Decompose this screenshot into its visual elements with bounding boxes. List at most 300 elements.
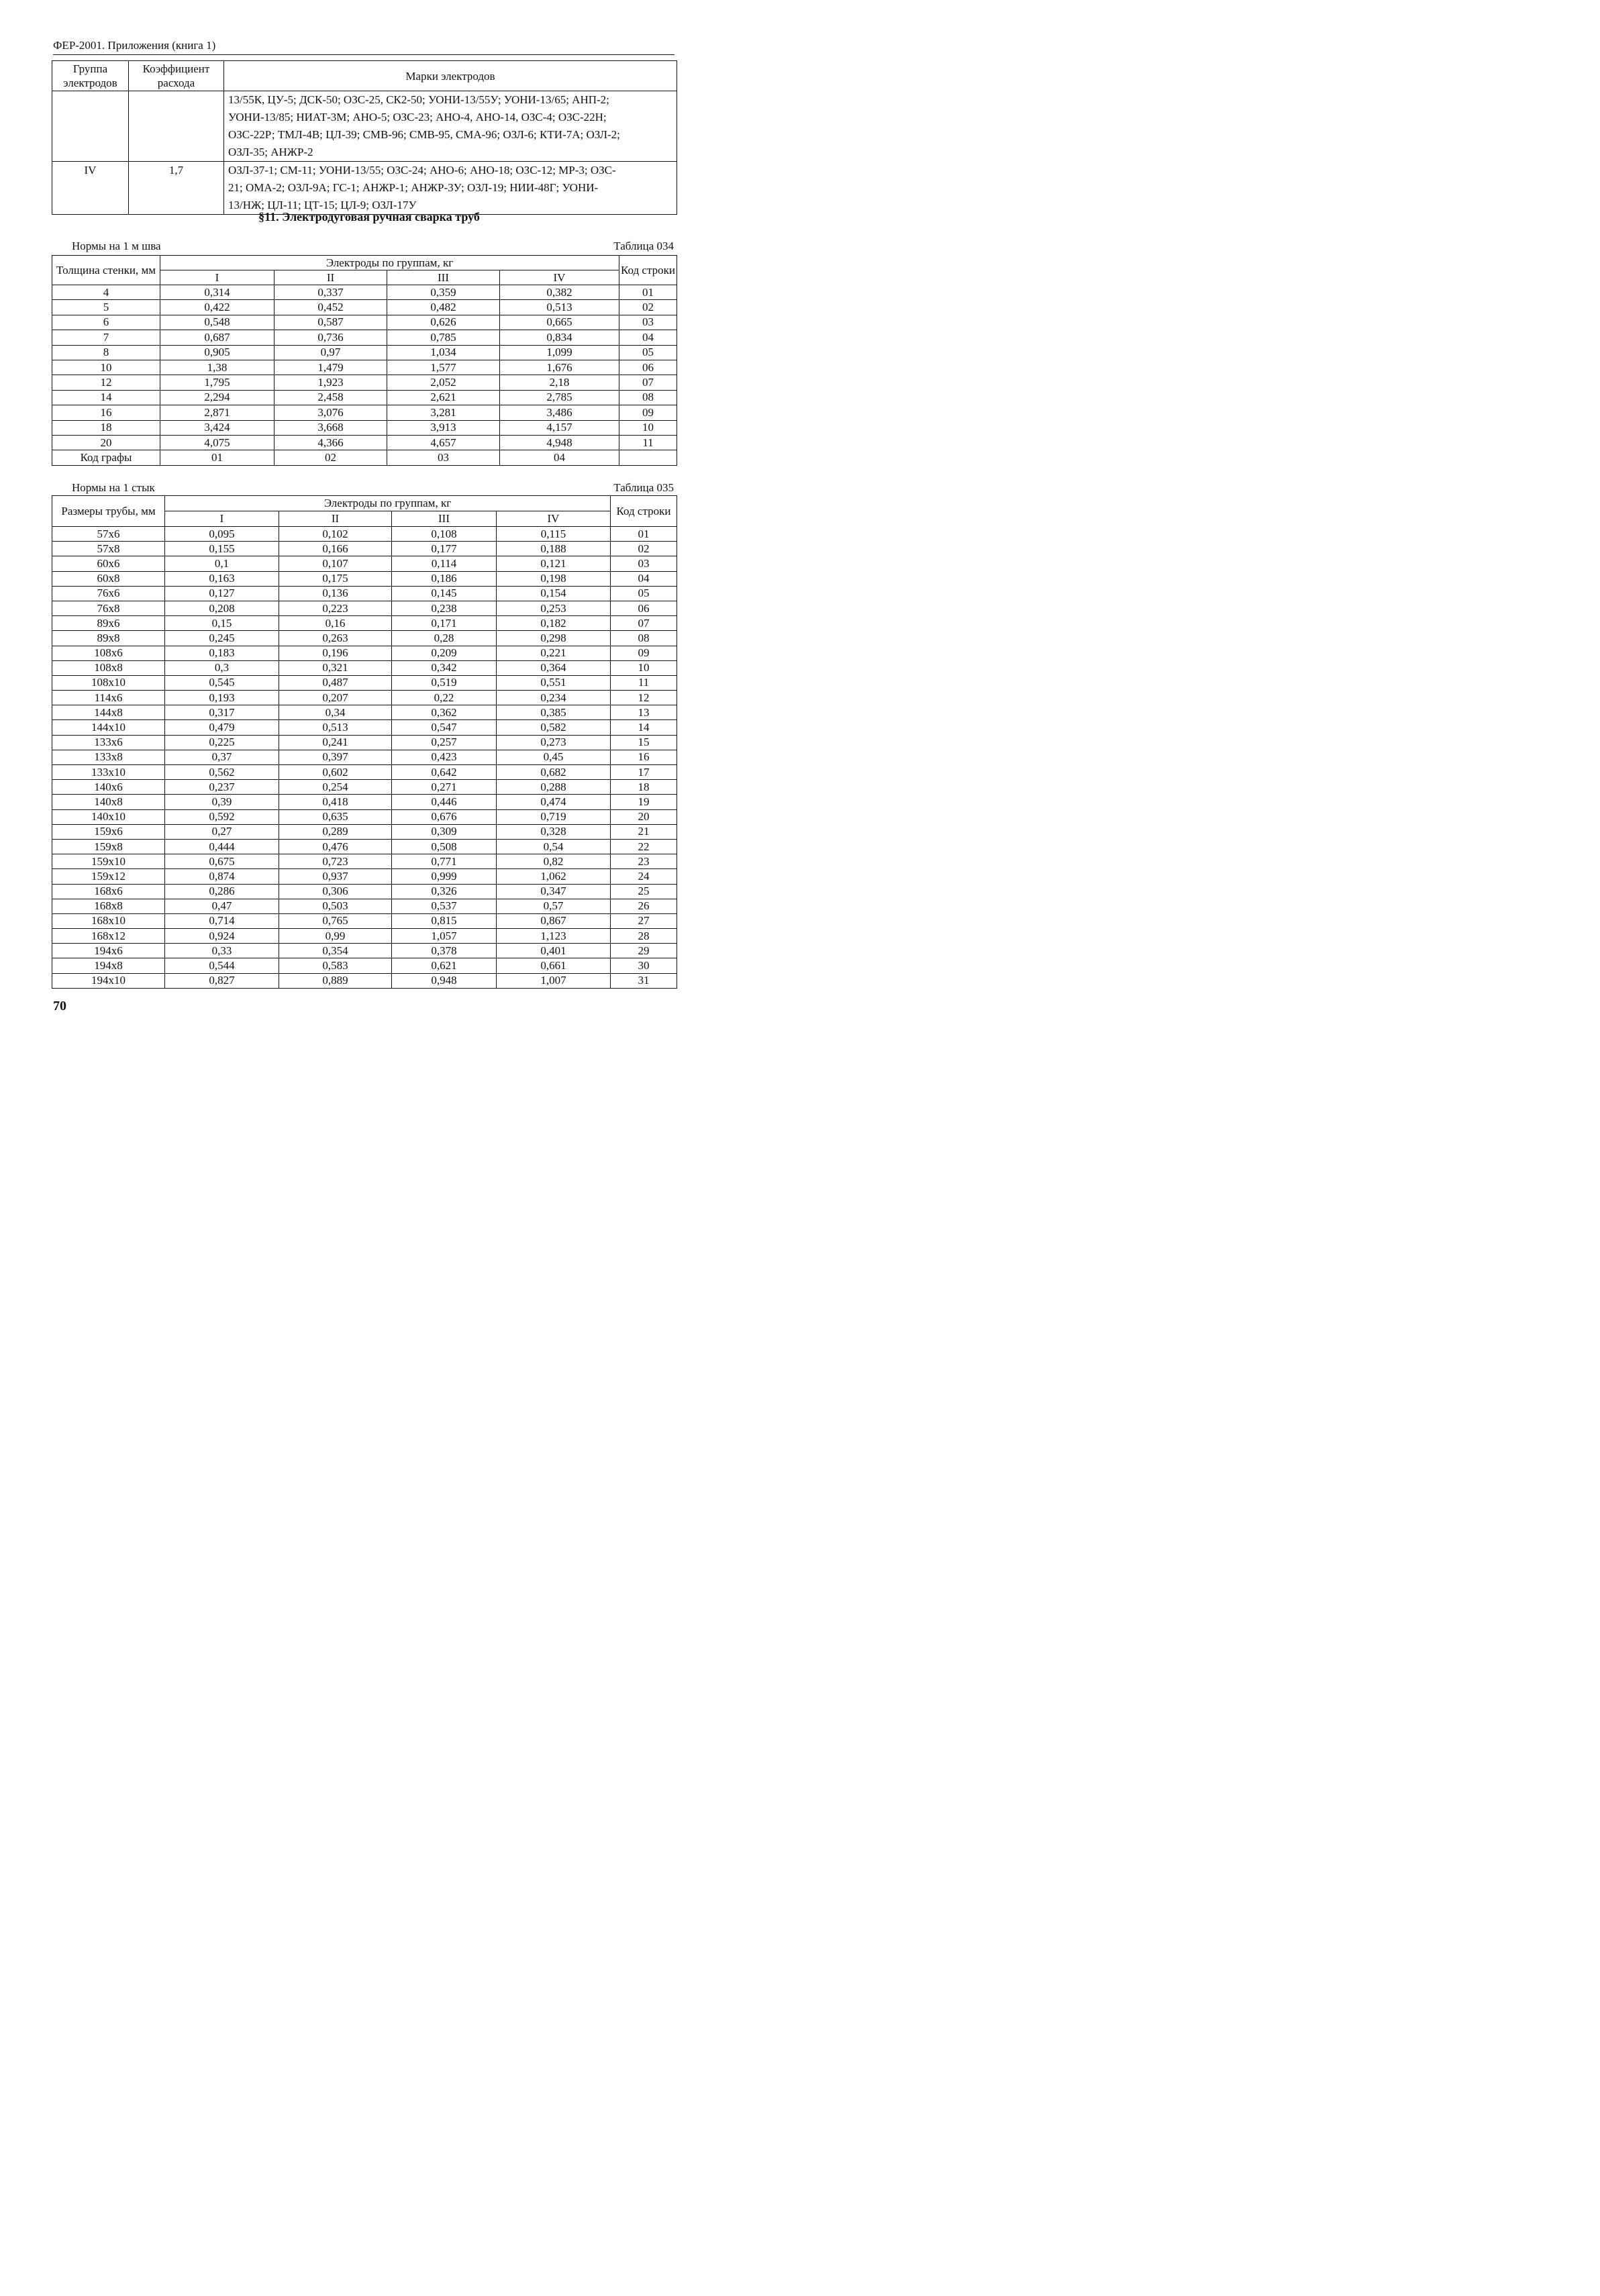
value-cell: 0,723 — [279, 854, 392, 869]
value-cell: 0,771 — [392, 854, 497, 869]
value-cell: 4,075 — [160, 435, 274, 450]
row-label-cell: 114x6 — [52, 691, 165, 705]
value-cell: 0,714 — [165, 913, 279, 928]
value-cell: 0,937 — [279, 869, 392, 884]
value-cell: 0,33 — [165, 944, 279, 958]
value-cell: 0,1 — [165, 556, 279, 571]
row-code-cell: 23 — [611, 854, 677, 869]
column-header-groups: Электроды по группам, кг — [160, 256, 619, 270]
table-row — [52, 435, 677, 450]
value-cell: 1,795 — [160, 375, 274, 390]
table-row — [52, 973, 677, 988]
value-cell: 1,38 — [160, 360, 274, 375]
value-cell: 0,209 — [392, 646, 497, 660]
table-035-body — [52, 527, 677, 989]
row-label-cell: 140x10 — [52, 809, 165, 824]
marks-line: 13/НЖ; ЦЛ-11; ЦТ-15; ЦЛ-9; ОЗЛ-17У — [228, 199, 417, 211]
value-cell: 0,27 — [165, 824, 279, 839]
value-cell: 0,57 — [497, 899, 611, 913]
value-cell: 0,765 — [279, 913, 392, 928]
marks-line: 21; ОМА-2; ОЗЛ-9А; ГС-1; АНЖР-1; АНЖР-3У; ОЗЛ-19; НИИ-48Г; УОНИ- — [228, 181, 599, 194]
value-cell: 0,183 — [165, 646, 279, 660]
value-cell: 0,97 — [274, 345, 387, 360]
value-cell: 0,378 — [392, 944, 497, 958]
coef-cell: 1,7 — [129, 162, 224, 215]
row-label-cell: 140x8 — [52, 795, 165, 809]
value-cell: 1,577 — [387, 360, 500, 375]
value-cell: 0,682 — [497, 765, 611, 780]
value-cell: 0,108 — [392, 527, 497, 542]
row-code-cell: 12 — [611, 691, 677, 705]
value-cell: 1,676 — [500, 360, 619, 375]
row-label-cell: 159x10 — [52, 854, 165, 869]
value-cell: 0,513 — [500, 300, 619, 315]
value-cell: 0,245 — [165, 631, 279, 646]
table-row — [52, 285, 677, 300]
value-cell: 0,583 — [279, 958, 392, 973]
row-label-cell: 18 — [52, 420, 160, 435]
value-cell: 1,099 — [500, 345, 619, 360]
row-code-cell: 11 — [611, 675, 677, 690]
value-cell: 0,423 — [392, 750, 497, 764]
value-cell: 0,382 — [500, 285, 619, 300]
table-034-body — [52, 285, 677, 450]
value-cell: 2,785 — [500, 390, 619, 405]
marks-line: ОЗЛ-37-1; СМ-11; УОНИ-13/55; ОЗС-24; АНО-6; АНО-18; ОЗС-12; МР-3; ОЗС- — [228, 164, 616, 177]
value-cell: 4,157 — [500, 420, 619, 435]
table-row — [52, 405, 677, 420]
value-cell: 0,482 — [387, 300, 500, 315]
row-code-cell: 07 — [611, 616, 677, 631]
value-cell: 0,309 — [392, 824, 497, 839]
column-header-code: Код строки — [619, 256, 677, 285]
value-cell: 0,186 — [392, 571, 497, 586]
row-code-cell: 04 — [611, 571, 677, 586]
value-cell: 0,238 — [392, 601, 497, 615]
value-cell: 0,15 — [165, 616, 279, 631]
row-label-cell: 133x10 — [52, 765, 165, 780]
value-cell: 0,163 — [165, 571, 279, 586]
value-cell: 3,486 — [500, 405, 619, 420]
value-cell: 0,874 — [165, 869, 279, 884]
table-row — [52, 660, 677, 675]
table-row — [52, 315, 677, 330]
value-cell: 0,362 — [392, 705, 497, 720]
value-cell: 4,948 — [500, 435, 619, 450]
value-cell: 0,182 — [497, 616, 611, 631]
value-cell: 2,621 — [387, 390, 500, 405]
value-cell: 0,207 — [279, 691, 392, 705]
table-row — [52, 913, 677, 928]
marks-line: 13/55К, ЦУ-5; ДСК-50; ОЗС-25, СК2-50; УОНИ-13/55У; УОНИ-13/65; АНП-2; — [228, 93, 609, 106]
value-cell: 0,136 — [279, 586, 392, 601]
value-cell: 0,827 — [165, 973, 279, 988]
row-label-cell: 108x8 — [52, 660, 165, 675]
marks-cell — [224, 91, 677, 162]
row-label-cell: 108x6 — [52, 646, 165, 660]
table-row — [52, 765, 677, 780]
row-label-cell: 159x8 — [52, 839, 165, 854]
value-cell: 0,306 — [279, 884, 392, 899]
footer-cell: 04 — [500, 450, 619, 465]
value-cell: 1,057 — [392, 929, 497, 944]
value-cell: 0,519 — [392, 675, 497, 690]
row-code-cell: 30 — [611, 958, 677, 973]
value-cell: 0,263 — [279, 631, 392, 646]
value-cell: 0,347 — [497, 884, 611, 899]
value-cell: 0,364 — [497, 660, 611, 675]
table-row — [52, 300, 677, 315]
value-cell: 0,16 — [279, 616, 392, 631]
row-code-cell: 20 — [611, 809, 677, 824]
value-cell: 0,193 — [165, 691, 279, 705]
table-row — [52, 616, 677, 631]
value-cell: 0,145 — [392, 586, 497, 601]
table-035-caption: Нормы на 1 стык — [72, 481, 155, 494]
value-cell: 0,551 — [497, 675, 611, 690]
footer-cell — [619, 450, 677, 465]
value-cell: 0,924 — [165, 929, 279, 944]
running-header: ФЕР-2001. Приложения (книга 1) — [53, 39, 216, 52]
value-cell: 0,547 — [392, 720, 497, 735]
row-code-cell: 15 — [611, 735, 677, 750]
row-label-cell: 60x8 — [52, 571, 165, 586]
value-cell: 0,544 — [165, 958, 279, 973]
row-code-cell: 21 — [611, 824, 677, 839]
row-label-cell: 108x10 — [52, 675, 165, 690]
value-cell: 0,095 — [165, 527, 279, 542]
value-cell: 0,548 — [160, 315, 274, 330]
table-header-row — [52, 496, 677, 511]
table-row — [52, 735, 677, 750]
table-row — [52, 330, 677, 345]
row-code-cell: 16 — [611, 750, 677, 764]
footer-cell: 03 — [387, 450, 500, 465]
value-cell: 3,281 — [387, 405, 500, 420]
row-code-cell: 06 — [619, 360, 677, 375]
row-code-cell: 27 — [611, 913, 677, 928]
column-header-thickness: Толщина стенки, мм — [52, 256, 160, 285]
value-cell: 0,661 — [497, 958, 611, 973]
table-row — [52, 869, 677, 884]
row-label-cell: 168x6 — [52, 884, 165, 899]
row-label-cell: 6 — [52, 315, 160, 330]
table-header-row — [52, 256, 677, 270]
row-label-cell: 14 — [52, 390, 160, 405]
value-cell: 0,208 — [165, 601, 279, 615]
row-label-cell: 57x6 — [52, 527, 165, 542]
value-cell: 0,166 — [279, 542, 392, 556]
row-code-cell: 09 — [619, 405, 677, 420]
value-cell: 0,418 — [279, 795, 392, 809]
value-cell: 3,668 — [274, 420, 387, 435]
row-code-cell: 10 — [619, 420, 677, 435]
row-code-cell: 22 — [611, 839, 677, 854]
table-row — [52, 750, 677, 764]
value-cell: 0,321 — [279, 660, 392, 675]
column-header-group: Группа электродов — [52, 61, 129, 91]
row-code-cell: 03 — [619, 315, 677, 330]
value-cell: 0,34 — [279, 705, 392, 720]
row-code-cell: 08 — [619, 390, 677, 405]
table-row — [52, 884, 677, 899]
table-row — [52, 542, 677, 556]
row-label-cell: 7 — [52, 330, 160, 345]
value-cell: 0,905 — [160, 345, 274, 360]
value-cell: 0,115 — [497, 527, 611, 542]
value-cell: 0,342 — [392, 660, 497, 675]
table-row — [52, 899, 677, 913]
value-cell: 0,273 — [497, 735, 611, 750]
value-cell: 0,665 — [500, 315, 619, 330]
value-cell: 0,257 — [392, 735, 497, 750]
value-cell: 0,188 — [497, 542, 611, 556]
value-cell: 0,198 — [497, 571, 611, 586]
table-035-number: Таблица 035 — [613, 481, 674, 494]
value-cell: 0,626 — [387, 315, 500, 330]
value-cell: 2,18 — [500, 375, 619, 390]
row-code-cell: 09 — [611, 646, 677, 660]
value-cell: 0,592 — [165, 809, 279, 824]
row-label-cell: 89x8 — [52, 631, 165, 646]
row-code-cell: 28 — [611, 929, 677, 944]
table-row — [52, 795, 677, 809]
table-row — [52, 691, 677, 705]
value-cell: 0,221 — [497, 646, 611, 660]
row-label-cell: 194x8 — [52, 958, 165, 973]
row-code-cell: 29 — [611, 944, 677, 958]
table-row — [52, 390, 677, 405]
table-row — [52, 601, 677, 615]
row-code-cell: 17 — [611, 765, 677, 780]
group-header-iv: IV — [500, 270, 619, 285]
row-label-cell: 144x10 — [52, 720, 165, 735]
row-label-cell: 168x12 — [52, 929, 165, 944]
table-row — [52, 527, 677, 542]
page-number: 70 — [53, 999, 66, 1013]
row-code-cell: 08 — [611, 631, 677, 646]
table-row — [52, 839, 677, 854]
marks-cell — [224, 162, 677, 215]
value-cell: 1,034 — [387, 345, 500, 360]
row-label-cell: 60x6 — [52, 556, 165, 571]
value-cell: 0,314 — [160, 285, 274, 300]
value-cell: 0,127 — [165, 586, 279, 601]
row-label-cell: 12 — [52, 375, 160, 390]
table-035 — [52, 495, 677, 989]
value-cell: 0,47 — [165, 899, 279, 913]
group-header-iv: IV — [497, 511, 611, 527]
value-cell: 0,114 — [392, 556, 497, 571]
group-header-ii: II — [274, 270, 387, 285]
value-cell: 0,545 — [165, 675, 279, 690]
row-label-cell: 57x8 — [52, 542, 165, 556]
value-cell: 0,54 — [497, 839, 611, 854]
value-cell: 0,155 — [165, 542, 279, 556]
row-label-cell: 159x12 — [52, 869, 165, 884]
value-cell: 1,923 — [274, 375, 387, 390]
value-cell: 0,948 — [392, 973, 497, 988]
value-cell: 0,39 — [165, 795, 279, 809]
document-page — [0, 0, 738, 1047]
row-code-cell: 18 — [611, 780, 677, 795]
value-cell: 0,642 — [392, 765, 497, 780]
value-cell: 0,635 — [279, 809, 392, 824]
footer-cell: 01 — [160, 450, 274, 465]
value-cell: 0,676 — [392, 809, 497, 824]
row-label-cell: 140x6 — [52, 780, 165, 795]
value-cell: 2,871 — [160, 405, 274, 420]
value-cell: 0,476 — [279, 839, 392, 854]
value-cell: 0,326 — [392, 884, 497, 899]
header-rule — [53, 54, 674, 55]
value-cell: 0,253 — [497, 601, 611, 615]
table-row — [52, 780, 677, 795]
value-cell: 0,359 — [387, 285, 500, 300]
row-code-cell: 14 — [611, 720, 677, 735]
row-label-cell: 194x6 — [52, 944, 165, 958]
value-cell: 0,513 — [279, 720, 392, 735]
row-label-cell: 10 — [52, 360, 160, 375]
group-header-i: I — [165, 511, 279, 527]
value-cell: 0,3 — [165, 660, 279, 675]
row-code-cell: 10 — [611, 660, 677, 675]
table-034-caption: Нормы на 1 м шва — [72, 240, 161, 252]
table-row — [52, 586, 677, 601]
value-cell: 0,446 — [392, 795, 497, 809]
column-header-code: Код строки — [611, 496, 677, 527]
value-cell: 0,537 — [392, 899, 497, 913]
row-label-cell: 20 — [52, 435, 160, 450]
value-cell: 0,82 — [497, 854, 611, 869]
row-code-cell: 19 — [611, 795, 677, 809]
value-cell: 0,317 — [165, 705, 279, 720]
value-cell: 0,241 — [279, 735, 392, 750]
value-cell: 0,196 — [279, 646, 392, 660]
table-row — [52, 345, 677, 360]
row-code-cell: 01 — [619, 285, 677, 300]
row-code-cell: 02 — [619, 300, 677, 315]
group-header-iii: III — [387, 270, 500, 285]
table-row — [52, 809, 677, 824]
column-header-coef: Коэффициент расхода — [129, 61, 224, 91]
marks-line: ОЗС-22Р; ТМЛ-4В; ЦЛ-39; СМВ-96; СМВ-95, СМА-96; ОЗЛ-6; КТИ-7А; ОЗЛ-2; — [228, 128, 620, 141]
table-footer-row — [52, 450, 677, 465]
row-code-cell: 03 — [611, 556, 677, 571]
value-cell: 0,171 — [392, 616, 497, 631]
table-row — [52, 854, 677, 869]
row-label-cell: 194x10 — [52, 973, 165, 988]
row-code-cell: 04 — [619, 330, 677, 345]
row-code-cell: 06 — [611, 601, 677, 615]
value-cell: 0,397 — [279, 750, 392, 764]
value-cell: 0,621 — [392, 958, 497, 973]
row-label-cell: 5 — [52, 300, 160, 315]
row-label-cell: 144x8 — [52, 705, 165, 720]
value-cell: 0,687 — [160, 330, 274, 345]
row-code-cell: 24 — [611, 869, 677, 884]
column-header-pipe-size: Размеры трубы, мм — [52, 496, 165, 527]
value-cell: 0,28 — [392, 631, 497, 646]
section-title: §11. Электродуговая ручная сварка труб — [258, 210, 480, 223]
column-header-marks: Марки электродов — [224, 61, 677, 91]
value-cell: 0,298 — [497, 631, 611, 646]
value-cell: 0,487 — [279, 675, 392, 690]
value-cell: 0,889 — [279, 973, 392, 988]
electrode-groups-table — [52, 60, 677, 215]
table-row — [52, 375, 677, 390]
value-cell: 0,271 — [392, 780, 497, 795]
value-cell: 0,354 — [279, 944, 392, 958]
table-row — [52, 162, 677, 215]
table-header-row — [52, 61, 677, 91]
value-cell: 0,102 — [279, 527, 392, 542]
row-label-cell: 168x10 — [52, 913, 165, 928]
value-cell: 0,234 — [497, 691, 611, 705]
row-code-cell: 13 — [611, 705, 677, 720]
value-cell: 4,366 — [274, 435, 387, 450]
group-cell — [52, 91, 129, 162]
value-cell: 0,289 — [279, 824, 392, 839]
value-cell: 2,458 — [274, 390, 387, 405]
coef-cell — [129, 91, 224, 162]
value-cell: 0,328 — [497, 824, 611, 839]
table-034 — [52, 255, 677, 466]
value-cell: 4,657 — [387, 435, 500, 450]
row-label-cell: 4 — [52, 285, 160, 300]
row-label-cell: 76x6 — [52, 586, 165, 601]
row-label-cell: 89x6 — [52, 616, 165, 631]
value-cell: 3,424 — [160, 420, 274, 435]
group-cell: IV — [52, 162, 129, 215]
marks-line: ОЗЛ-35; АНЖР-2 — [228, 146, 313, 158]
value-cell: 0,474 — [497, 795, 611, 809]
value-cell: 0,175 — [279, 571, 392, 586]
table-row — [52, 958, 677, 973]
value-cell: 0,254 — [279, 780, 392, 795]
group-header-i: I — [160, 270, 274, 285]
row-code-cell: 11 — [619, 435, 677, 450]
row-label-cell: 76x8 — [52, 601, 165, 615]
value-cell: 0,719 — [497, 809, 611, 824]
table-row — [52, 556, 677, 571]
table-row — [52, 720, 677, 735]
value-cell: 0,479 — [165, 720, 279, 735]
value-cell: 0,121 — [497, 556, 611, 571]
row-code-cell: 07 — [619, 375, 677, 390]
value-cell: 0,562 — [165, 765, 279, 780]
footer-cell: 02 — [274, 450, 387, 465]
table-row — [52, 705, 677, 720]
value-cell: 0,99 — [279, 929, 392, 944]
table-row — [52, 631, 677, 646]
table-034-number: Таблица 034 — [613, 240, 674, 252]
value-cell: 0,675 — [165, 854, 279, 869]
value-cell: 0,154 — [497, 586, 611, 601]
table-row — [52, 675, 677, 690]
value-cell: 0,444 — [165, 839, 279, 854]
value-cell: 0,867 — [497, 913, 611, 928]
value-cell: 3,076 — [274, 405, 387, 420]
value-cell: 0,337 — [274, 285, 387, 300]
row-code-cell: 01 — [611, 527, 677, 542]
table-row — [52, 929, 677, 944]
row-label-cell: 159x6 — [52, 824, 165, 839]
table-row — [52, 91, 677, 162]
value-cell: 0,736 — [274, 330, 387, 345]
value-cell: 0,587 — [274, 315, 387, 330]
group-header-ii: II — [279, 511, 392, 527]
